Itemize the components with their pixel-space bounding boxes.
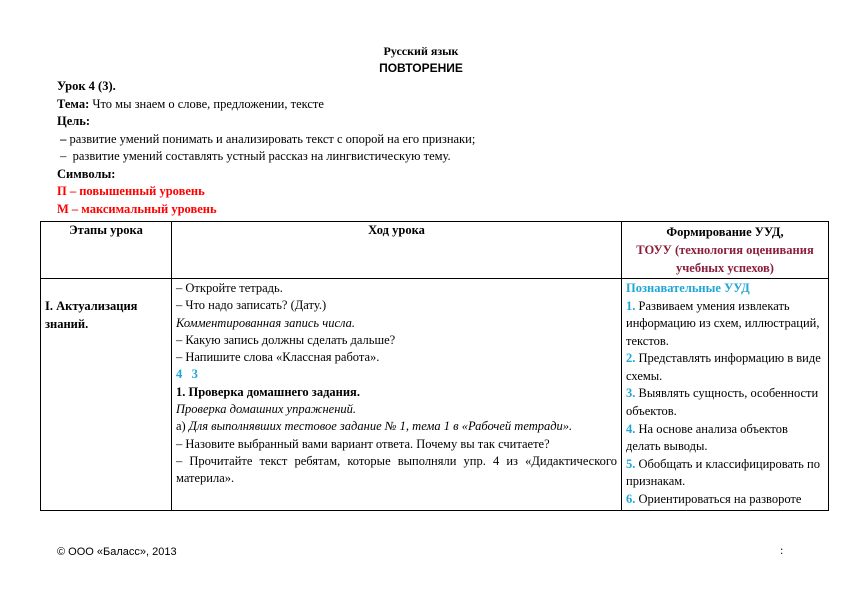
uud-header-line1: Формирование УУД,	[666, 225, 784, 239]
stage-cell: I. Актуализация знаний.	[41, 279, 172, 511]
course-line: – Что надо записать? (Дату.)	[176, 298, 327, 313]
lesson-number: Урок 4 (3).	[57, 79, 116, 93]
page-mark: :	[780, 543, 784, 557]
homework-check-heading: 1. Проверка домашнего задания.	[176, 384, 360, 399]
course-line: а) Для выполнявших тестовое задание № 1, тема 1 в «Рабочей тетради».	[176, 419, 573, 434]
uud-header-line2: ТОУУ (технология оценивания учебных успехов)	[636, 243, 814, 275]
level-marks: 4 3	[176, 367, 198, 382]
col-header-stages: Этапы урока	[41, 222, 172, 279]
course-line: – Откройте тетрадь.	[176, 281, 283, 295]
col-header-uud	[622, 222, 829, 279]
lesson-theme	[57, 96, 475, 114]
uud-title: Познавательные УУД	[626, 281, 750, 295]
goal-label: Цель:	[57, 114, 91, 128]
table-row	[41, 279, 829, 511]
course-line: Проверка домашних упражнений.	[176, 402, 357, 417]
uud-item: 5. Обобщать и классифицировать по признакам.	[626, 456, 820, 489]
table-header-row	[41, 222, 829, 279]
theme-label: Тема:	[57, 96, 90, 111]
course-line: – Какую запись должны сделать дальше?	[176, 332, 396, 347]
symbols-label: Символы:	[57, 166, 116, 181]
uud-item: 4. На основе анализа объектов делать выводы.	[626, 421, 788, 454]
topic-title: ПОВТОРЕНИЕ	[379, 61, 463, 75]
symbol-p: П – повышенный уровень	[57, 184, 205, 198]
goal-item: – развитие умений составлять устный рассказ на лингвистическую тему.	[57, 149, 451, 163]
uud-item: 1. Развиваем умения извлекать информацию из схем, иллюстраций, текстов.	[626, 298, 820, 348]
course-line: Комментированная запись числа.	[176, 315, 355, 330]
course-line: – Напишите слова «Классная работа».	[176, 350, 380, 365]
col-header-course: Ход урока	[172, 222, 622, 279]
course-cell	[172, 279, 622, 511]
uud-item: 6. Ориентироваться на развороте	[626, 492, 802, 507]
course-line: – Назовите выбранный вами вариант ответа. Почему вы так считаете?	[176, 436, 550, 451]
theme-text: Что мы знаем о слове, предложении, тексте	[89, 96, 324, 111]
symbol-m: М – максимальный уровень	[57, 201, 217, 216]
lesson-meta	[57, 78, 475, 218]
uud-item: 3. Выявлять сущность, особенности объектов.	[626, 386, 819, 419]
uud-item: 2. Представлять информацию в виде схемы.	[626, 351, 821, 383]
course-line: – Прочитайте текст ребятам, которые выполняли упр. 4 из «Дидактического материла».	[176, 453, 617, 486]
copyright-footer: © ООО «Баласс», 2013	[57, 546, 177, 558]
goal-item: – развитие умений понимать и анализировать текст с опорой на его признаки;	[57, 131, 476, 146]
lesson-table	[40, 221, 829, 511]
uud-cell	[622, 279, 829, 511]
subject-title: Русский язык	[383, 44, 459, 58]
